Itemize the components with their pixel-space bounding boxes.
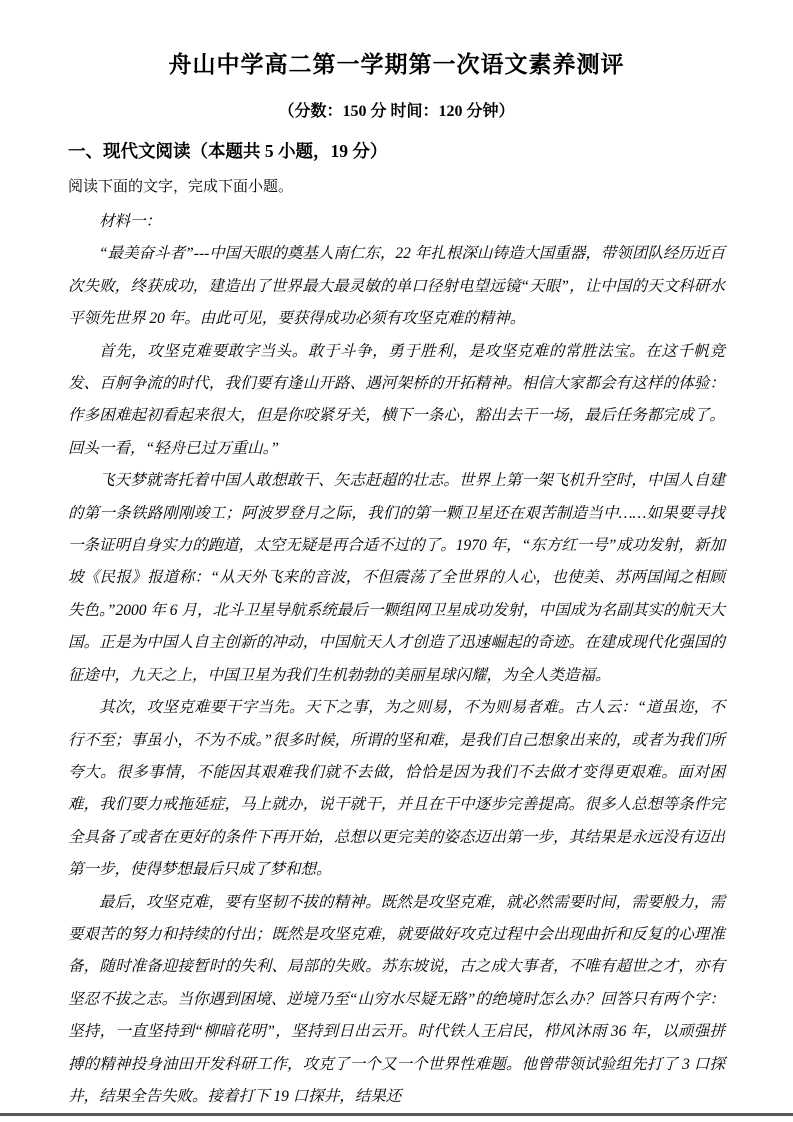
section-heading-modern-reading: 一、现代文阅读（本题共 5 小题，19 分） xyxy=(68,141,388,161)
page-bottom-border xyxy=(0,1113,793,1116)
page-title: 舟山中学高二第一学期第一次语文素养测评 xyxy=(168,52,625,77)
material-paragraph-1: “最美奋斗者”---中国天眼的奠基人南仁东，22 年扎根深山铸造大国重器，带领团队经历近百次失败，终获成功，建造出了世界最大最灵敏的单口径射电望远镜“天眼”，让中国的天文科研水平领先世界 20 年。由此可见，要获得成功必须有攻坚克难的精神。 xyxy=(68,245,725,328)
material-paragraph-3: 飞天梦就寄托着中国人敢想敢干、矢志赶超的壮志。世界上第一架飞机升空时，中国人自建的第一条铁路刚刚竣工；阿波罗登月之际，我们的第一颗卫星还在艰苦制造当中……如果要寻找一条证明自身实力的跑道，太空无疑是再合适不过的了。1970 年，“东方红一号”成功发射，新加坡《民报》报道称：“从天外飞来的音波，不但震荡了全世界的人心，也使美、苏两国闻之相顾失色。”2000 年 6 月，北斗卫星导航系统最后一颗组网卫星成功发射，中国成为名副其实的航天大国。正是为中国人自主创新的冲动，中国航天人才创造了迅速崛起的奇迹。在建成现代化强国的征途中，九天之上，中国卫星为我们生机勃勃的美丽星球闪耀，为全人类造福。 xyxy=(68,472,725,684)
material-paragraph-4: 其次，攻坚克难要干字当先。天下之事，为之则易，不为则易者难。古人云：“道虽迩，不行不至；事虽小，不为不成。”很多时候，所谓的坚和难，是我们自己想象出来的，或者为我们所夸大。很多事情，不能因其艰难我们就不去做，恰恰是因为我们不去做才变得更艰难。面对困难，我们要力戒拖延症，马上就办，说干就干，并且在干中逐步完善提高。很多人总想等条件完全具备了或者在更好的条件下再开始，总想以更完美的姿态迈出第一步，其结果是永远没有迈出第一步，使得梦想最后只成了梦和想。 xyxy=(68,699,725,879)
exam-score-time-line: （分数：150 分 时间：120 分钟） xyxy=(278,103,515,120)
reading-instruction: 阅读下面的文字，完成下面小题。 xyxy=(68,179,294,195)
material-paragraph-5: 最后，攻坚克难，要有坚韧不拔的精神。既然是攻坚克难，就必然需要时间，需要般力，需要艰苦的努力和持续的付出；既然是攻坚克难，就要做好攻克过程中会出现曲折和反复的心理准备，随时准备迎接暂时的失利、局部的失败。苏东坡说，古之成大事者，不唯有超世之才，亦有坚忍不拔之志。当你遇到困境、逆境乃至“山穷水尽疑无路”的绝境时怎么办？回答只有两个字：坚持，一直坚持到“柳暗花明”，坚持到日出云开。时代铁人王启民，栉风沐雨 36 年，以顽强拼搏的精神投身油田开发科研工作，攻克了一个又一个世界性难题。他曾带领试验组先打了 3 口探井，结果全告失败。接着打下 19 口探井，结果还 xyxy=(68,893,725,1105)
material-paragraph-2: 首先，攻坚克难要敢字当头。敢于斗争，勇于胜利，是攻坚克难的常胜法宝。在这千帆竞发、百舸争流的时代，我们要有逢山开路、遇河架桥的开拓精神。相信大家都会有这样的体验：作多困难起初看起来很大，但是你咬紧牙关，横下一条心，豁出去干一场，最后任务都完成了。回头一看，“轻舟已过万重山。” xyxy=(68,342,725,457)
material-one-label: 材料一： xyxy=(99,213,162,230)
